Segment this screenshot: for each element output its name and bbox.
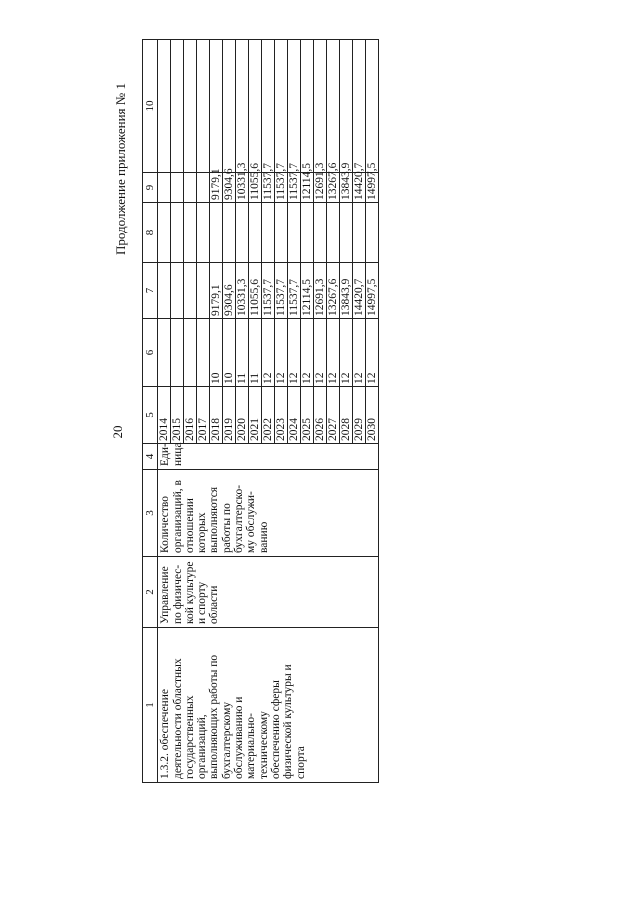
sub-cell: 2027 — [327, 387, 340, 443]
sub-cell — [184, 203, 197, 262]
sub-cell: 2028 — [340, 387, 353, 443]
sub-cell — [249, 40, 262, 172]
sub-cell: 2023 — [275, 387, 288, 443]
sub-cell: 2016 — [184, 387, 197, 443]
sub-cell — [340, 203, 353, 262]
sub-cell — [197, 40, 210, 172]
sub-cell — [210, 203, 223, 262]
sub-cell — [353, 203, 366, 262]
sub-cell: 12 — [327, 319, 340, 386]
col8-cell — [158, 203, 379, 263]
sub-cell — [158, 40, 171, 172]
sub-cell: 12114,5 — [301, 263, 314, 318]
sub-cell: 14997,5 — [366, 278, 379, 316]
sub-cell — [301, 40, 314, 172]
sub-cell: 2015 — [171, 387, 184, 443]
sub-cell: 10331,3 — [236, 263, 249, 318]
sub-cell — [301, 203, 314, 262]
sub-cell: 12 — [340, 319, 353, 386]
sub-cell: 12691,3 — [314, 162, 327, 200]
sub-cell: 11537,7 — [275, 263, 288, 318]
sub-cell — [197, 263, 210, 318]
sub-cell — [171, 319, 184, 386]
sub-cell: 13843,9 — [340, 162, 353, 200]
sub-cell: 10 — [210, 319, 223, 386]
sub-cell: 2022 — [262, 387, 275, 443]
sub-cell: 12 — [314, 319, 327, 386]
sub-cell — [262, 203, 275, 262]
col-header: 10 — [143, 40, 158, 173]
sub-cell — [184, 263, 197, 318]
col10-cell — [158, 40, 379, 173]
col-header: 3 — [143, 470, 158, 557]
years-cell — [158, 387, 379, 444]
sub-cell: 2020 — [236, 387, 249, 443]
sub-cell — [158, 203, 171, 262]
sub-cell: 11537,7 — [262, 263, 275, 318]
sub-cell: 13267,6 — [327, 162, 340, 200]
responsible-cell: Управление по физичес- кой культуре и спорту области — [158, 557, 379, 628]
sub-cell: 2021 — [249, 387, 262, 443]
sub-cell — [262, 40, 275, 172]
col-header: 7 — [143, 263, 158, 319]
sub-cell: 12 — [288, 319, 301, 386]
sub-cell — [184, 319, 197, 386]
sub-cell: 12 — [275, 319, 288, 386]
sub-cell: 9179,1 — [210, 263, 223, 318]
unit-cell: Еди- ница — [158, 444, 379, 470]
col-header: 6 — [143, 319, 158, 387]
sub-cell: 11537,7 — [288, 263, 301, 318]
sub-cell: 11537,7 — [288, 163, 301, 200]
col-header: 4 — [143, 444, 158, 470]
program-table — [142, 39, 379, 783]
sub-cell — [197, 203, 210, 262]
sub-cell — [158, 319, 171, 386]
sub-cell — [184, 173, 197, 202]
sub-cell: 2025 — [301, 387, 314, 443]
sub-cell — [327, 203, 340, 262]
sub-cell — [327, 40, 340, 172]
sub-cell: 11 — [236, 319, 249, 386]
sub-cell: 11537,7 — [262, 163, 275, 200]
sub-cell: 10331,3 — [236, 162, 249, 200]
sub-cell — [275, 203, 288, 262]
sub-cell: 11055,6 — [249, 263, 262, 318]
col-header: 9 — [143, 173, 158, 203]
continuation-label: Продолжение приложения № 1 — [113, 83, 128, 255]
sub-cell — [236, 203, 249, 262]
sub-cell: 12 — [262, 319, 275, 386]
sub-cell — [197, 319, 210, 386]
sub-cell — [223, 40, 236, 172]
sub-cell: 2026 — [314, 387, 327, 443]
sub-cell — [171, 40, 184, 172]
sub-cell — [249, 203, 262, 262]
col-header: 8 — [143, 203, 158, 263]
col-header: 2 — [143, 557, 158, 628]
sub-cell: 14420,7 — [353, 162, 366, 200]
sub-cell — [314, 203, 327, 262]
sub-cell: 14997,5 — [366, 162, 379, 200]
rotated-table-container — [142, 40, 494, 783]
sub-cell — [236, 40, 249, 172]
sub-cell — [171, 263, 184, 318]
sub-cell: 12114,5 — [301, 163, 314, 200]
count-cell — [158, 319, 379, 387]
page-number: 20 — [110, 425, 125, 439]
sub-cell — [340, 40, 353, 172]
header-row — [143, 40, 158, 783]
sub-cell: 12691,3 — [314, 263, 327, 318]
sub-cell — [288, 203, 301, 262]
sub-cell: 13267,6 — [327, 263, 340, 318]
sub-cell: 9304,6 — [223, 168, 236, 200]
sub-cell: 12 — [301, 319, 314, 386]
sub-cell — [353, 40, 366, 172]
sub-cell: 2017 — [197, 387, 210, 443]
sub-cell: 2024 — [288, 387, 301, 443]
sub-cell — [210, 40, 223, 172]
col-header: 1 — [143, 628, 158, 783]
sub-cell — [314, 40, 327, 172]
sub-cell — [366, 203, 378, 262]
sub-cell: 2030 — [366, 418, 379, 441]
sub-cell: 12 — [366, 372, 379, 384]
col-header: 5 — [143, 387, 158, 444]
sub-cell: 10 — [223, 319, 236, 386]
sub-cell — [171, 203, 184, 262]
table-row — [158, 40, 379, 783]
sub-cell: 9304,6 — [223, 263, 236, 318]
sub-cell — [158, 263, 171, 318]
sub-cell — [184, 40, 197, 172]
amount-cell-2 — [158, 162, 379, 203]
activity-cell: 1.3.2. обеспечение деятельности областных государственных организаций, выполняющих работы по бухгалтерскому обслуживанию и материально- техническому обеспечению сферы физической культуры и спорта — [158, 628, 379, 783]
sub-cell: 2014 — [158, 387, 171, 443]
sub-cell: 11537,7 — [275, 163, 288, 200]
sub-cell: 11055,6 — [249, 163, 262, 200]
sub-cell — [197, 173, 210, 202]
sub-cell — [171, 173, 184, 202]
sub-cell: 9179,1 — [210, 168, 223, 200]
sub-cell: 12 — [353, 319, 366, 386]
sub-cell — [223, 203, 236, 262]
sub-cell: 2018 — [210, 387, 223, 443]
indicator-cell: Количество организаций, в отношении которых выполняются работы по бухгалтерско- му обслужи- ванию — [158, 470, 379, 557]
sub-cell: 2019 — [223, 387, 236, 443]
sub-cell — [288, 40, 301, 172]
sub-cell: 2029 — [353, 387, 366, 443]
sub-cell — [158, 173, 171, 202]
sub-cell — [366, 40, 378, 172]
amount-cell — [158, 263, 379, 319]
sub-cell: 13843,9 — [340, 263, 353, 318]
sub-cell: 11 — [249, 319, 262, 386]
sub-cell: 14420,7 — [353, 263, 366, 318]
sub-cell — [275, 40, 288, 172]
